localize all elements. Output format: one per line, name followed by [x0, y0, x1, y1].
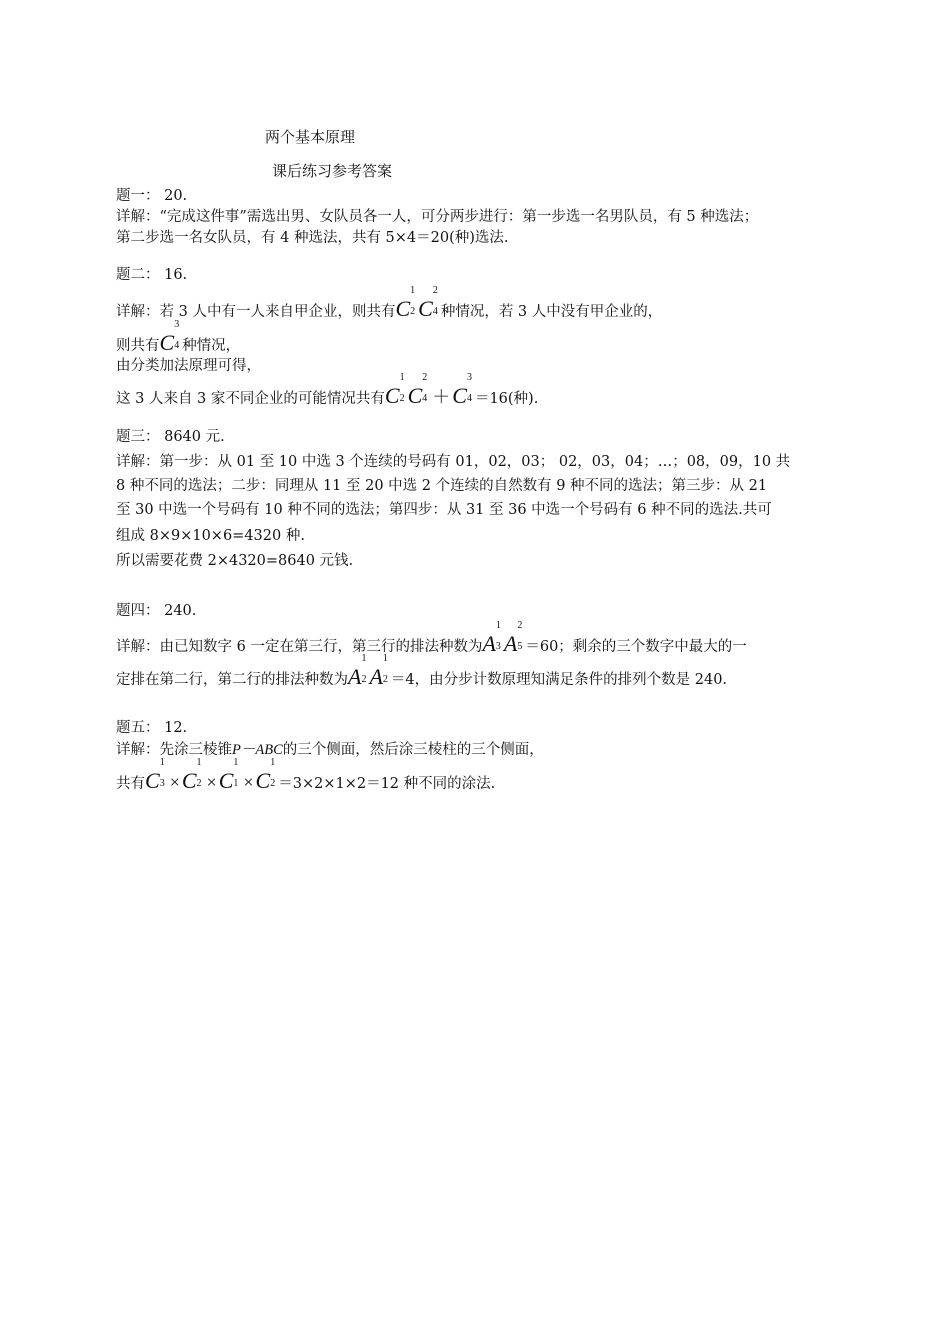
formula-c21c42-plus-c43: C 1 2 C 2 4 ＋C 3 4	[384, 372, 472, 408]
q2-detail-4-pre: 这 3 人来自 3 家不同企业的可能情况共有	[116, 391, 385, 407]
q4-detail-2-post: ＝4，由分步计数原理知满足条件的排列个数是 240.	[390, 672, 728, 688]
q2-detail-2-post: 种情况，	[182, 338, 241, 354]
pyramid-label: P－ABC	[232, 742, 283, 758]
q4-detail-2	[116, 653, 728, 690]
formula-a31a52: A 1 3 A 2 5	[482, 620, 523, 656]
document-subtitle: 课后练习参考答案	[272, 162, 393, 180]
q4-detail-1-pre: 详解：由已知数字 6 一定在第三行，第三行的排法种数为	[116, 639, 483, 655]
q4-detail-2-pre: 定排在第二行，第二行的排法种数为	[116, 672, 348, 688]
q2-detail-1	[116, 285, 663, 322]
formula-c43: C 3 4	[159, 319, 180, 355]
q2-detail-2-pre: 则共有	[116, 338, 160, 354]
q5-detail-1-post: 的三个侧面，然后涂三棱柱的三个侧面，	[282, 742, 544, 758]
document-title: 两个基本原理	[265, 128, 356, 146]
q5-detail-2-post: ＝3×2×1×2＝12 种不同的涂法.	[278, 776, 496, 792]
q5-detail-2	[116, 757, 496, 794]
q4-detail-1	[116, 620, 747, 657]
q1-head: 题一： 20.	[116, 188, 188, 204]
q3-detail-2: 8 种不同的选法；二步：同理从 11 至 20 中选 2 个连续的自然数有 9 种不同的选法；第三步：从 21	[116, 478, 768, 494]
q2-detail-4-post: ＝16(种).	[474, 391, 539, 407]
q2-detail-3: 由分类加法原理可得，	[116, 358, 261, 374]
q1-detail-2: 第二步选一名女队员，有 4 种选法，共有 5×4＝20(种)选法.	[116, 230, 509, 246]
q4-head: 题四： 240.	[116, 603, 197, 619]
q2-detail-4	[116, 372, 539, 409]
q3-detail-4: 组成 8×9×10×6=4320 种.	[116, 528, 305, 544]
q4-detail-1-post: ＝60；剩余的三个数字中最大的一	[525, 639, 747, 655]
q3-head: 题三： 8640 元.	[116, 429, 225, 445]
formula-c31-c21-c11-c21: C 1 3 ×C 1 2 ×C 1 1 ×C 1 2	[145, 757, 276, 793]
q2-head: 题二： 16.	[116, 267, 188, 283]
q2-detail-2	[116, 319, 241, 356]
q5-head: 题五： 12.	[116, 720, 188, 736]
q2-detail-1-pre: 详解：若 3 人中有一人来自甲企业，则共有	[116, 304, 396, 320]
q1-detail-1: 详解：“完成这件事”需选出男、女队员各一人，可分两步进行：第一步选一名男队员，有 5 种选法；	[116, 209, 759, 225]
q3-detail-1: 详解：第一步：从 01 至 10 中选 3 个连续的号码有 01，02，03； 02，03，04；…；08，09，10 共	[116, 454, 791, 470]
formula-a21a21: A 1 2 A 1 2	[348, 653, 388, 689]
q3-detail-3: 至 30 中选一个号码有 10 种不同的选法；第四步：从 31 至 36 中选一个号码有 6 种不同的选法.共可	[116, 502, 772, 518]
q5-detail-1	[116, 740, 544, 760]
q2-detail-1-post: 种情况，若 3 人中没有甲企业的，	[440, 304, 663, 320]
q5-detail-2-pre: 共有	[116, 776, 145, 792]
formula-c21c42: C 1 2 C 2 4	[395, 285, 438, 321]
q3-detail-5: 所以需要花费 2×4320=8640 元钱.	[116, 553, 354, 569]
q5-detail-1-pre: 详解：先涂三棱锥	[116, 742, 232, 758]
